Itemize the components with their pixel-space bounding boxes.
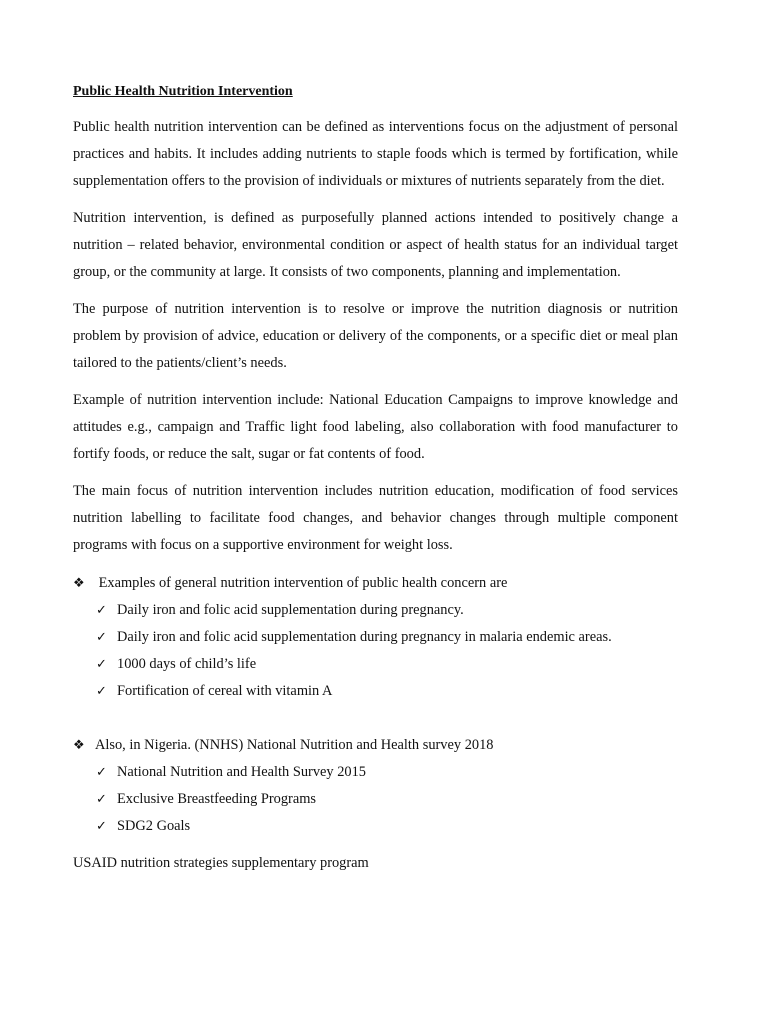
checklist-item	[73, 759, 678, 786]
checklist-item	[73, 651, 678, 678]
bullet-item	[73, 569, 678, 597]
diamond-bullet-icon: ❖	[73, 575, 85, 590]
paragraph-definition: Public health nutrition intervention can be defined as interventions focus on the adjustment of personal practices and habits. It includes adding nutrients to staple foods which is termed by fortification, while supplementation offers to the provision of individuals or mixtures of nutrients separately from the diet.	[73, 119, 678, 189]
check-icon: ✓	[96, 765, 107, 780]
bullet-section-nigeria	[73, 731, 678, 840]
document-title: Public Health Nutrition Intervention	[73, 84, 293, 99]
checklist-text: Daily iron and folic acid supplementation during pregnancy in malaria endemic areas.	[117, 629, 612, 645]
check-icon: ✓	[96, 657, 107, 672]
check-icon: ✓	[96, 819, 107, 834]
checklist-item	[73, 597, 678, 624]
spacer	[73, 705, 678, 731]
checklist-item	[73, 624, 678, 651]
bullet-text: Also, in Nigeria. (NNHS) National Nutrition and Health survey 2018	[95, 737, 494, 753]
checklist-text: SDG2 Goals	[117, 818, 191, 834]
bullet-section-general	[73, 569, 678, 705]
checklist-text: Exclusive Breastfeeding Programs	[117, 791, 317, 807]
checklist-text: National Nutrition and Health Survey 2015	[117, 764, 366, 780]
checklist-text: 1000 days of child’s life	[117, 656, 257, 672]
checklist-item	[73, 813, 678, 840]
paragraph-examples: Example of nutrition intervention include: National Education Campaigns to improve knowledge and attitudes e.g., campaign and Traffic light food labeling, also collaboration with food manufacturer to fortify foods, or reduce the salt, sugar or fat contents of food.	[73, 392, 678, 462]
check-icon: ✓	[96, 792, 107, 807]
checklist-item	[73, 786, 678, 813]
checklist-text: Fortification of cereal with vitamin A	[117, 683, 333, 699]
paragraph-main-focus: The main focus of nutrition intervention includes nutrition education, modification of food services nutrition labelling to facilitate food changes, and behavior changes through multiple component programs with focus on a supportive environment for weight loss.	[73, 483, 678, 553]
paragraph-nutrition-intervention: Nutrition intervention, is defined as purposefully planned actions intended to positively change a nutrition – related behavior, environmental condition or aspect of health status for an individual target group, or the community at large. It consists of two components, planning and implementation.	[73, 210, 678, 280]
check-icon: ✓	[96, 603, 107, 618]
bullet-text: Examples of general nutrition intervention of public health concern are	[95, 575, 508, 591]
check-icon: ✓	[96, 630, 107, 645]
checklist-item	[73, 678, 678, 705]
bullet-item	[73, 731, 678, 759]
checklist-text: Daily iron and folic acid supplementation during pregnancy.	[117, 602, 464, 618]
check-icon: ✓	[96, 684, 107, 699]
closing-line: USAID nutrition strategies supplementary program	[73, 855, 369, 871]
paragraph-purpose: The purpose of nutrition intervention is to resolve or improve the nutrition diagnosis or nutrition problem by provision of advice, education or delivery of the components, or a specific diet or meal plan tailored to the patients/client’s needs.	[73, 301, 678, 371]
diamond-bullet-icon: ❖	[73, 737, 85, 752]
